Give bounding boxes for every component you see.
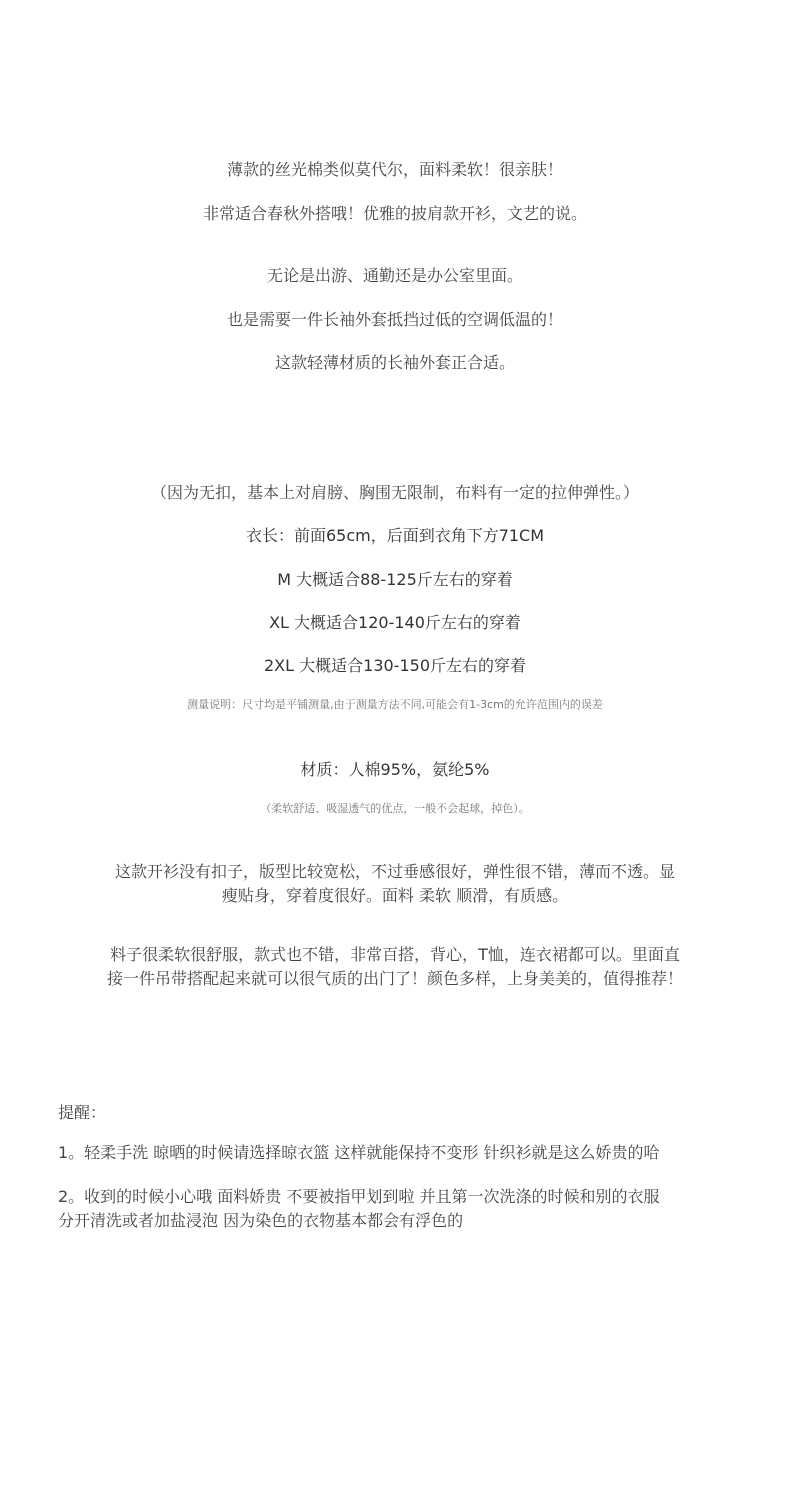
reminder-item-2-line-1: 2。收到的时候小心哦 面料娇贵 不要被指甲划到啦 并且第一次洗涤的时候和别的衣服 [58,1187,660,1206]
description-paragraph-2-line-2: 接一件吊带搭配起来就可以很气质的出门了！颜色多样，上身美美的，值得推荐！ [106,969,683,988]
intro-line-3: 无论是出游、通勤还是办公室里面。 [266,266,523,285]
material-features: （柔软舒适、吸湿透气的优点，一般不会起球，掉色）。 [260,802,530,815]
intro-line-1: 薄款的丝光棉类似莫代尔，面料柔软！很亲肤！ [226,160,563,179]
garment-length: 衣长：前面65cm，后面到衣角下方71CM [245,526,545,545]
reminder-item-2-line-2: 分开清洗或者加盐浸泡 因为染色的衣物基本都会有浮色的 [58,1211,464,1230]
size-2xl: 2XL 大概适合130-150斤左右的穿着 [264,656,526,675]
description-paragraph-1 [60,860,730,908]
size-m: M 大概适合88-125斤左右的穿着 [277,570,513,589]
intro-line-5: 这款轻薄材质的长袖外套正合适。 [274,353,515,372]
stretch-note: （因为无扣，基本上对肩膀、胸围无限制，布料有一定的拉伸弹性。） [150,483,639,502]
description-paragraph-1-line-2: 瘦贴身，穿着度很好。面料 柔软 顺滑，有质感。 [221,886,569,905]
intro-line-2: 非常适合春秋外搭哦！优雅的披肩款开衫，文艺的说。 [202,204,587,223]
description-paragraph-2 [40,943,750,991]
description-paragraph-2-line-1: 料子很柔软很舒服，款式也不错，非常百搭，背心，T恤，连衣裙都可以。里面直 [110,945,680,964]
intro-line-4: 也是需要一件长袖外套抵挡过低的空调低温的！ [226,310,563,329]
measurement-note: 测量说明：尺寸均是平铺测量,由于测量方法不同,可能会有1-3cm的允许范围内的误差 [187,698,603,711]
reminder-item-1: 1。轻柔手洗 晾晒的时候请选择晾衣篮 这样就能保持不变形 针织衫就是这么娇贵的哈 [58,1143,660,1162]
size-xl: XL 大概适合120-140斤左右的穿着 [269,613,521,632]
reminder-item-2 [58,1185,758,1233]
reminder-title: 提醒： [58,1103,107,1122]
material-composition: 材质：人棉95%，氨纶5% [300,760,490,779]
description-paragraph-1-line-1: 这款开衫没有扣子，版型比较宽松，不过垂感很好，弹性很不错，薄而不透。显 [114,862,675,881]
